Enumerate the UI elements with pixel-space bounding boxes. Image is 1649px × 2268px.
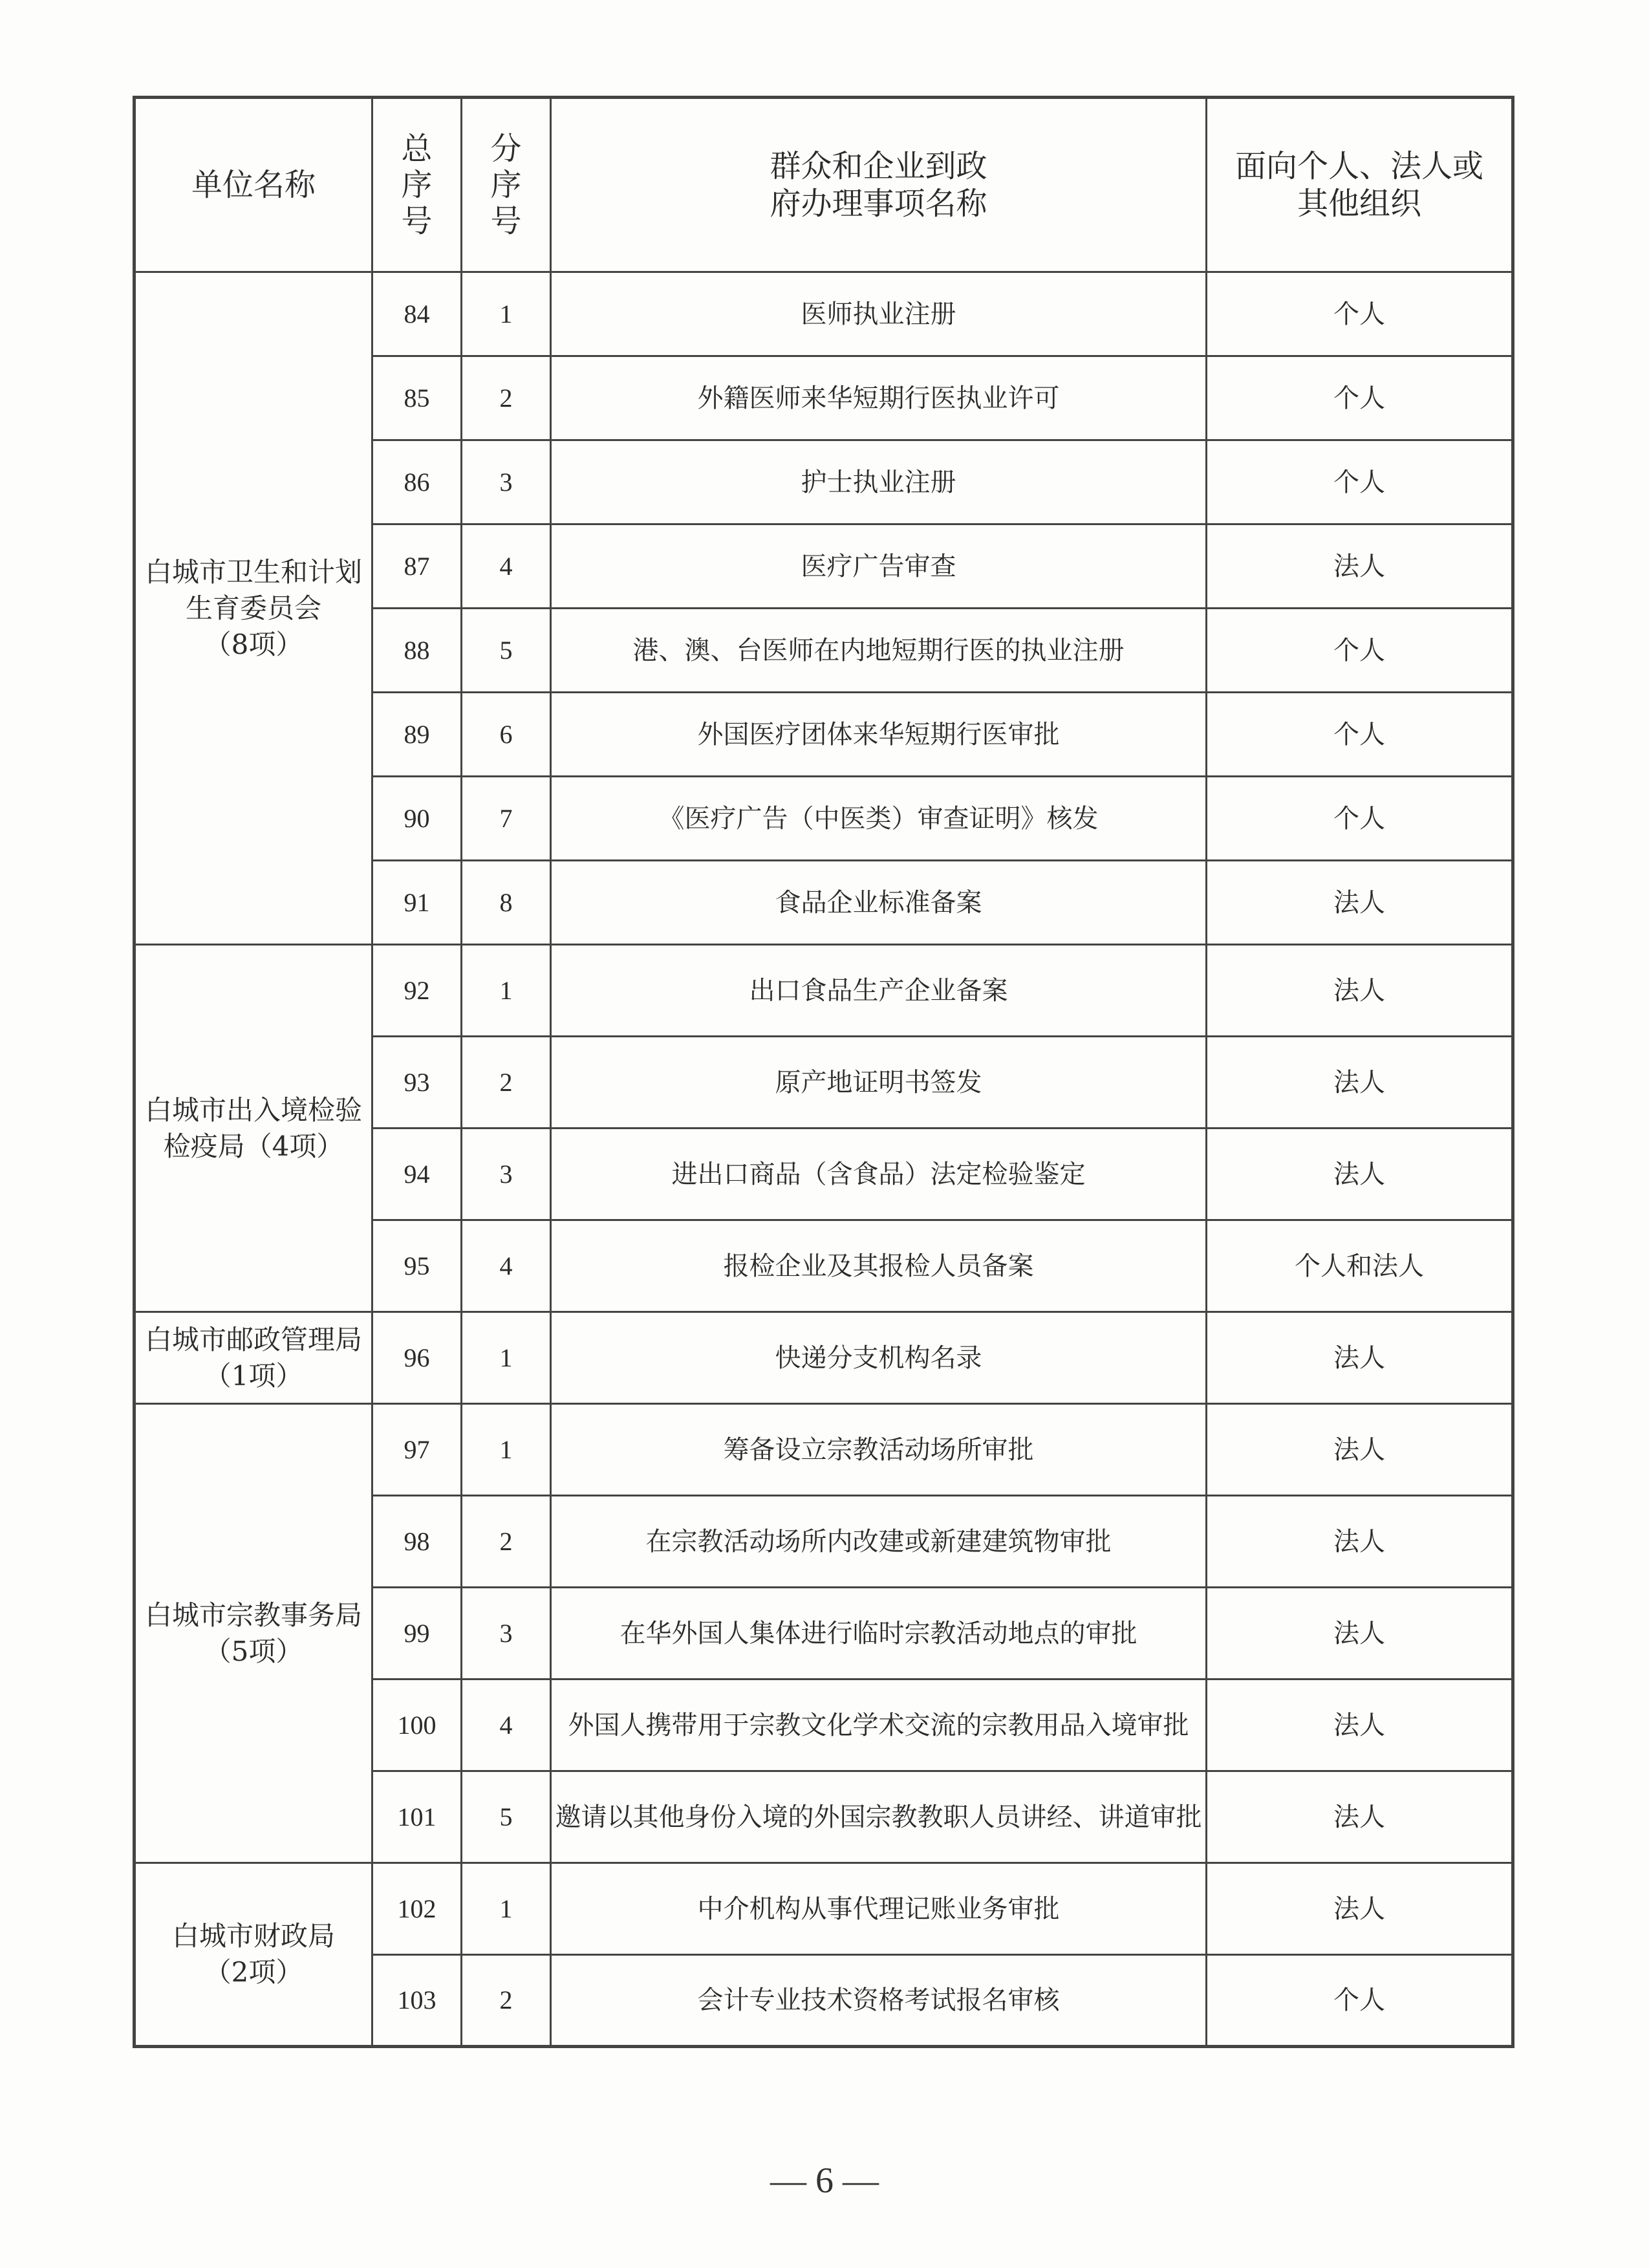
target-cell: 个人: [1207, 609, 1513, 693]
total-number-cell: 87: [372, 524, 462, 609]
sub-number-cell: 2: [462, 356, 551, 440]
item-name-cell: 邀请以其他身份入境的外国宗教教职人员讲经、讲道审批: [551, 1771, 1207, 1863]
total-number-cell: 92: [372, 945, 462, 1037]
sub-number-cell: 1: [462, 272, 551, 356]
total-number-cell: 96: [372, 1312, 462, 1404]
target-cell: 法人: [1207, 1037, 1513, 1129]
target-cell: 法人: [1207, 1588, 1513, 1679]
target-cell: 个人: [1207, 777, 1513, 861]
header-item-name: 群众和企业到政 府办理事项名称: [551, 98, 1207, 272]
total-number-cell: 98: [372, 1496, 462, 1588]
table-header-row: [135, 98, 1513, 272]
header-unit-name: 单位名称: [135, 98, 372, 272]
service-items-table: [133, 96, 1514, 2048]
sub-number-cell: 4: [462, 1679, 551, 1771]
target-cell: 法人: [1207, 524, 1513, 609]
total-number-cell: 101: [372, 1771, 462, 1863]
sub-number-cell: 1: [462, 945, 551, 1037]
item-name-cell: 医师执业注册: [551, 272, 1207, 356]
sub-number-cell: 1: [462, 1863, 551, 1955]
sub-number-cell: 3: [462, 1588, 551, 1679]
target-cell: 法人: [1207, 1863, 1513, 1955]
item-name-cell: 在华外国人集体进行临时宗教活动地点的审批: [551, 1588, 1207, 1679]
sub-number-cell: 2: [462, 1955, 551, 2047]
unit-name-cell: 白城市出入境检验 检疫局（4项）: [135, 945, 372, 1312]
target-cell: 个人和法人: [1207, 1220, 1513, 1312]
item-name-cell: 报检企业及其报检人员备案: [551, 1220, 1207, 1312]
target-cell: 法人: [1207, 861, 1513, 945]
item-name-cell: 《医疗广告（中医类）审查证明》核发: [551, 777, 1207, 861]
item-name-cell: 进出口商品（含食品）法定检验鉴定: [551, 1129, 1207, 1220]
item-name-cell: 外籍医师来华短期行医执业许可: [551, 356, 1207, 440]
item-name-cell: 快递分支机构名录: [551, 1312, 1207, 1404]
target-cell: 法人: [1207, 1404, 1513, 1496]
item-name-cell: 医疗广告审查: [551, 524, 1207, 609]
target-cell: 个人: [1207, 440, 1513, 524]
sub-number-cell: 1: [462, 1404, 551, 1496]
item-name-cell: 护士执业注册: [551, 440, 1207, 524]
sub-number-cell: 5: [462, 609, 551, 693]
total-number-cell: 103: [372, 1955, 462, 2047]
total-number-cell: 99: [372, 1588, 462, 1679]
total-number-cell: 84: [372, 272, 462, 356]
target-cell: 个人: [1207, 693, 1513, 777]
total-number-cell: 88: [372, 609, 462, 693]
table-row: [135, 1863, 1513, 1955]
total-number-cell: 93: [372, 1037, 462, 1129]
item-name-cell: 食品企业标准备案: [551, 861, 1207, 945]
table-row: [135, 1312, 1513, 1404]
sub-number-cell: 6: [462, 693, 551, 777]
target-cell: 个人: [1207, 272, 1513, 356]
target-cell: 法人: [1207, 1771, 1513, 1863]
item-name-cell: 在宗教活动场所内改建或新建建筑物审批: [551, 1496, 1207, 1588]
sub-number-cell: 2: [462, 1496, 551, 1588]
item-name-cell: 出口食品生产企业备案: [551, 945, 1207, 1037]
sub-number-cell: 5: [462, 1771, 551, 1863]
sub-number-cell: 3: [462, 1129, 551, 1220]
unit-name-cell: 白城市邮政管理局 （1项）: [135, 1312, 372, 1404]
target-cell: 法人: [1207, 1129, 1513, 1220]
total-number-cell: 95: [372, 1220, 462, 1312]
total-number-cell: 102: [372, 1863, 462, 1955]
sub-number-cell: 1: [462, 1312, 551, 1404]
item-name-cell: 外国医疗团体来华短期行医审批: [551, 693, 1207, 777]
header-sub-number: 分 序 号: [462, 98, 551, 272]
unit-name-cell: 白城市卫生和计划 生育委员会 （8项）: [135, 272, 372, 945]
item-name-cell: 中介机构从事代理记账业务审批: [551, 1863, 1207, 1955]
target-cell: 个人: [1207, 1955, 1513, 2047]
total-number-cell: 89: [372, 693, 462, 777]
total-number-cell: 100: [372, 1679, 462, 1771]
unit-name-cell: 白城市宗教事务局 （5项）: [135, 1404, 372, 1863]
header-total-number: 总 序 号: [372, 98, 462, 272]
total-number-cell: 90: [372, 777, 462, 861]
target-cell: 法人: [1207, 1679, 1513, 1771]
sub-number-cell: 4: [462, 1220, 551, 1312]
sub-number-cell: 4: [462, 524, 551, 609]
sub-number-cell: 8: [462, 861, 551, 945]
unit-name-cell: 白城市财政局 （2项）: [135, 1863, 372, 2047]
item-name-cell: 外国人携带用于宗教文化学术交流的宗教用品入境审批: [551, 1679, 1207, 1771]
target-cell: 法人: [1207, 945, 1513, 1037]
sub-number-cell: 2: [462, 1037, 551, 1129]
sub-number-cell: 7: [462, 777, 551, 861]
target-cell: 个人: [1207, 356, 1513, 440]
item-name-cell: 筹备设立宗教活动场所审批: [551, 1404, 1207, 1496]
total-number-cell: 91: [372, 861, 462, 945]
sub-number-cell: 3: [462, 440, 551, 524]
total-number-cell: 94: [372, 1129, 462, 1220]
table-row: [135, 272, 1513, 356]
table-row: [135, 1404, 1513, 1496]
item-name-cell: 港、澳、台医师在内地短期行医的执业注册: [551, 609, 1207, 693]
target-cell: 法人: [1207, 1496, 1513, 1588]
total-number-cell: 86: [372, 440, 462, 524]
item-name-cell: 会计专业技术资格考试报名审核: [551, 1955, 1207, 2047]
total-number-cell: 85: [372, 356, 462, 440]
target-cell: 法人: [1207, 1312, 1513, 1404]
total-number-cell: 97: [372, 1404, 462, 1496]
table-row: [135, 945, 1513, 1037]
page-number: — 6 —: [770, 2161, 879, 2201]
item-name-cell: 原产地证明书签发: [551, 1037, 1207, 1129]
header-target: 面向个人、法人或 其他组织: [1207, 98, 1513, 272]
